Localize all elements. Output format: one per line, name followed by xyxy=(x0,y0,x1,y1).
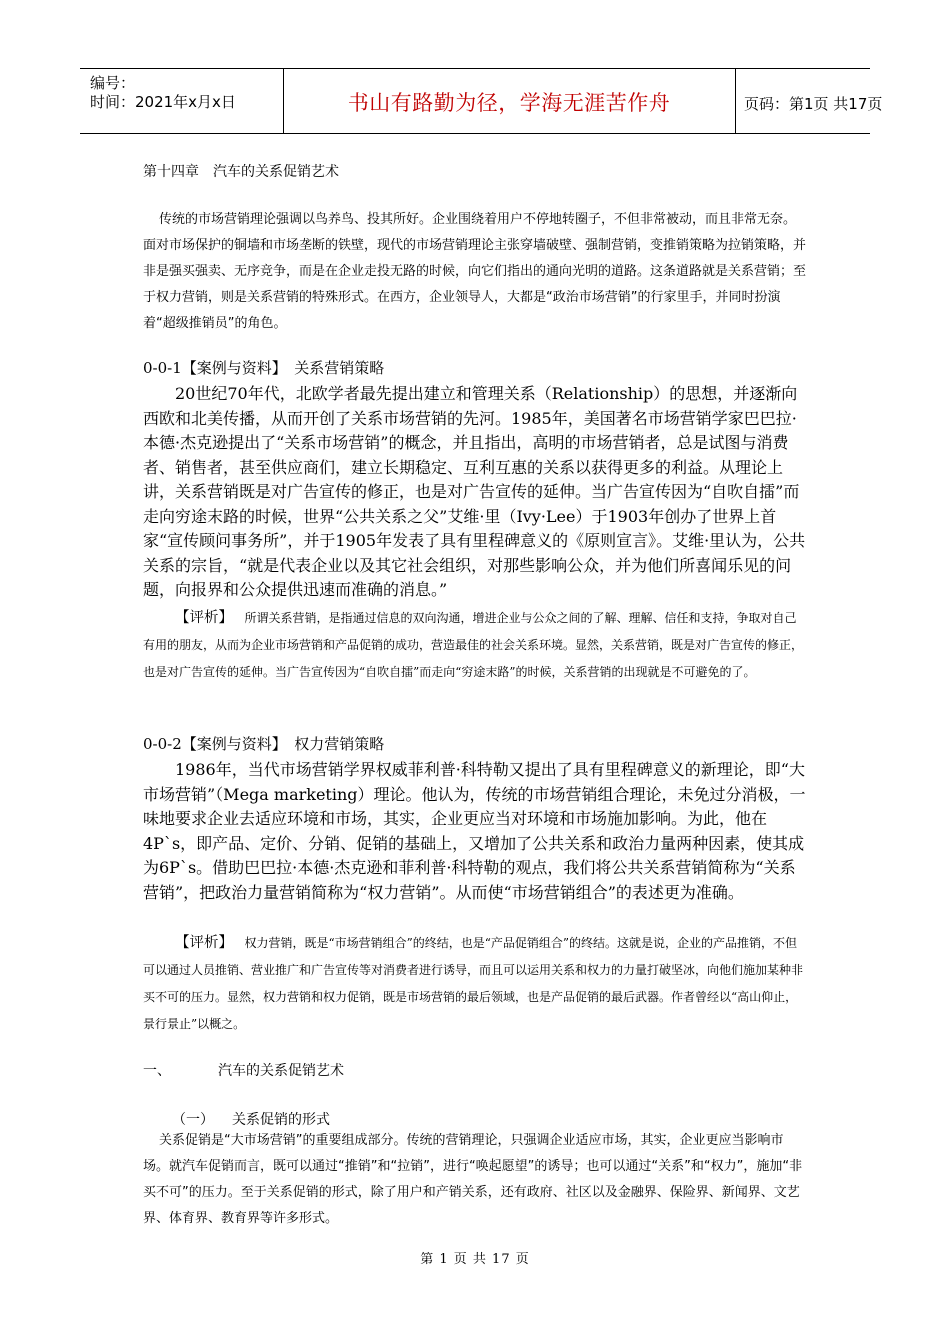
header-meta-cell xyxy=(80,69,284,133)
section-number: 一、 xyxy=(143,1063,171,1079)
subsection-heading xyxy=(172,1109,837,1129)
document-time-label: 时间：2021年x月x日 xyxy=(90,93,236,111)
case1-comment-tag: 【评析】 xyxy=(175,610,233,626)
case1-heading: 0-0-1【案例与资料】 关系营销策略 xyxy=(143,359,385,377)
case2-comment-text: 权力营销，既是“市场营销组合”的终结，也是“产品促销组合”的终结。这就是说，企业的产品推销，不但可以通过人员推销、营业推广和广告宣传等对消费者进行诱导，而且可以运用关系和权力的力量打破坚冰，向他们施加某种非买不可的压力。显然，权力营销和权力促销，既是市场营销的最后领域，也是产品促销的最后武器。作者曾经以“高山仰止，景行景止”以概之。 xyxy=(143,936,804,1031)
case1-body: 20世纪70年代，北欧学者最先提出建立和管理关系（Relationship）的思想，并逐渐向西欧和北美传播，从而开创了关系市场营销的先河。1985年，美国著名市场营销学家巴巴拉·本德·杰克逊提出了“关系市场营销”的概念，并且指出，高明的市场营销者，总是试图与消费者、销售者，甚至供应商们，建立长期稳定、互利互惠的关系以获得更多的利益。从理论上讲，关系营销既是对广告宣传的修正，也是对广告宣传的延伸。当广告宣传因为“自吹自擂”而走向穷途末路的时候，世界“公共关系之父”艾维·里（Ivy·Lee）于1903年创办了世界上首家“宣传顾问事务所”，并于1905年发表了具有里程碑意义的《原则宣言》。艾维·里认为，公共关系的宗旨，“就是代表企业以及其它社会组织，对那些影响公众，并为他们所喜闻乐见的问题，向报界和公众提供迅速而准确的消息。” xyxy=(143,384,806,599)
case2-block xyxy=(143,758,808,905)
case2-comment xyxy=(143,930,808,1038)
header-page-info: 页码：第1页 共17页 xyxy=(744,95,883,113)
subsection-body: 关系促销是“大市场营销”的重要组成部分。传统的营销理论，只强调企业适应市场，其实，企业更应当影响市场。就汽车促销而言，既可以通过“推销”和“拉销”，进行“唤起愿望”的诱导；也可以通过“关系”和“权力”，施加“非买不可”的压力。至于关系促销的形式，除了用户和产销关系，还有政府、社区以及金融界、保险界、新闻界、文艺界、体育界、教育界等许多形式。 xyxy=(143,1133,803,1226)
header-motto-cell xyxy=(283,69,736,133)
page-header xyxy=(80,68,883,134)
case1-comment-text: 所谓关系营销，是指通过信息的双向沟通，增进企业与公众之间的了解、理解、信任和支持，争取对自己有用的朋友，从而为企业市场营销和产品促销的成功，营造最佳的社会关系环境。显然，关系营销，既是对广告宣传的修正，也是对广告宣传的延伸。当广告宣传因为“自吹自擂”而走向“穷途末路”的时候，关系营销的出现就是不可避免的了。 xyxy=(143,611,804,679)
chapter-title: 第十四章 汽车的关系促销艺术 xyxy=(143,164,339,180)
case1-comment-block xyxy=(143,605,808,686)
intro-paragraph: 传统的市场营销理论强调以鸟养鸟、投其所好。企业围绕着用户不停地转圈子，不但非常被动，而且非常无奈。面对市场保护的铜墙和市场垄断的铁壁，现代的市场营销理论主张穿墙破壁、强制营销，变推销策略为拉销策略，并非是强买强卖、无序竞争，而是在企业走投无路的时候，向它们指出的通向光明的道路。这条道路就是关系营销；至于权力营销，则是关系营销的特殊形式。在西方，企业领导人，大都是“政治市场营销”的行家里手，并同时扮演着“超级推销员”的角色。 xyxy=(143,212,807,331)
case1-block xyxy=(143,382,808,603)
subsection-number: （一） xyxy=(172,1112,214,1128)
intro-block xyxy=(143,207,808,337)
document-number-label: 编号： xyxy=(90,74,136,92)
section-title: 汽车的关系促销艺术 xyxy=(218,1063,344,1079)
subsection-title: 关系促销的形式 xyxy=(232,1112,330,1128)
case2-comment-tag: 【评析】 xyxy=(175,935,233,951)
header-motto: 书山有路勤为径，学海无涯苦作舟 xyxy=(347,91,671,115)
header-page-cell xyxy=(736,69,883,133)
case2-comment-block xyxy=(143,930,808,1038)
subsection-block xyxy=(143,1128,808,1232)
case1-comment xyxy=(143,605,808,686)
case2-heading: 0-0-2【案例与资料】 权力营销策略 xyxy=(143,735,385,753)
section-heading xyxy=(143,1060,808,1080)
page-footer: 第 1 页 共 17 页 xyxy=(420,1252,530,1267)
case2-body: 1986年，当代市场营销学界权威菲利普·科特勒又提出了具有里程碑意义的新理论，即“大市场营销”（Mega marketing）理论。他认为，传统的市场营销组合理论，未免过分消极，一味地要求企业去适应环境和市场，其实，企业更应当对环境和市场施加影响。为此，他在4P`s，即产品、定价、分销、促销的基础上，又增加了公共关系和政治力量两种因素，使其成为6P`s。借助巴巴拉·本德·杰克逊和菲利普·科特勒的观点，我们将公共关系营销简称为“关系营销”，把政治力量营销简称为“权力营销”。从而使“市场营销组合”的表述更为准确。 xyxy=(143,760,806,902)
